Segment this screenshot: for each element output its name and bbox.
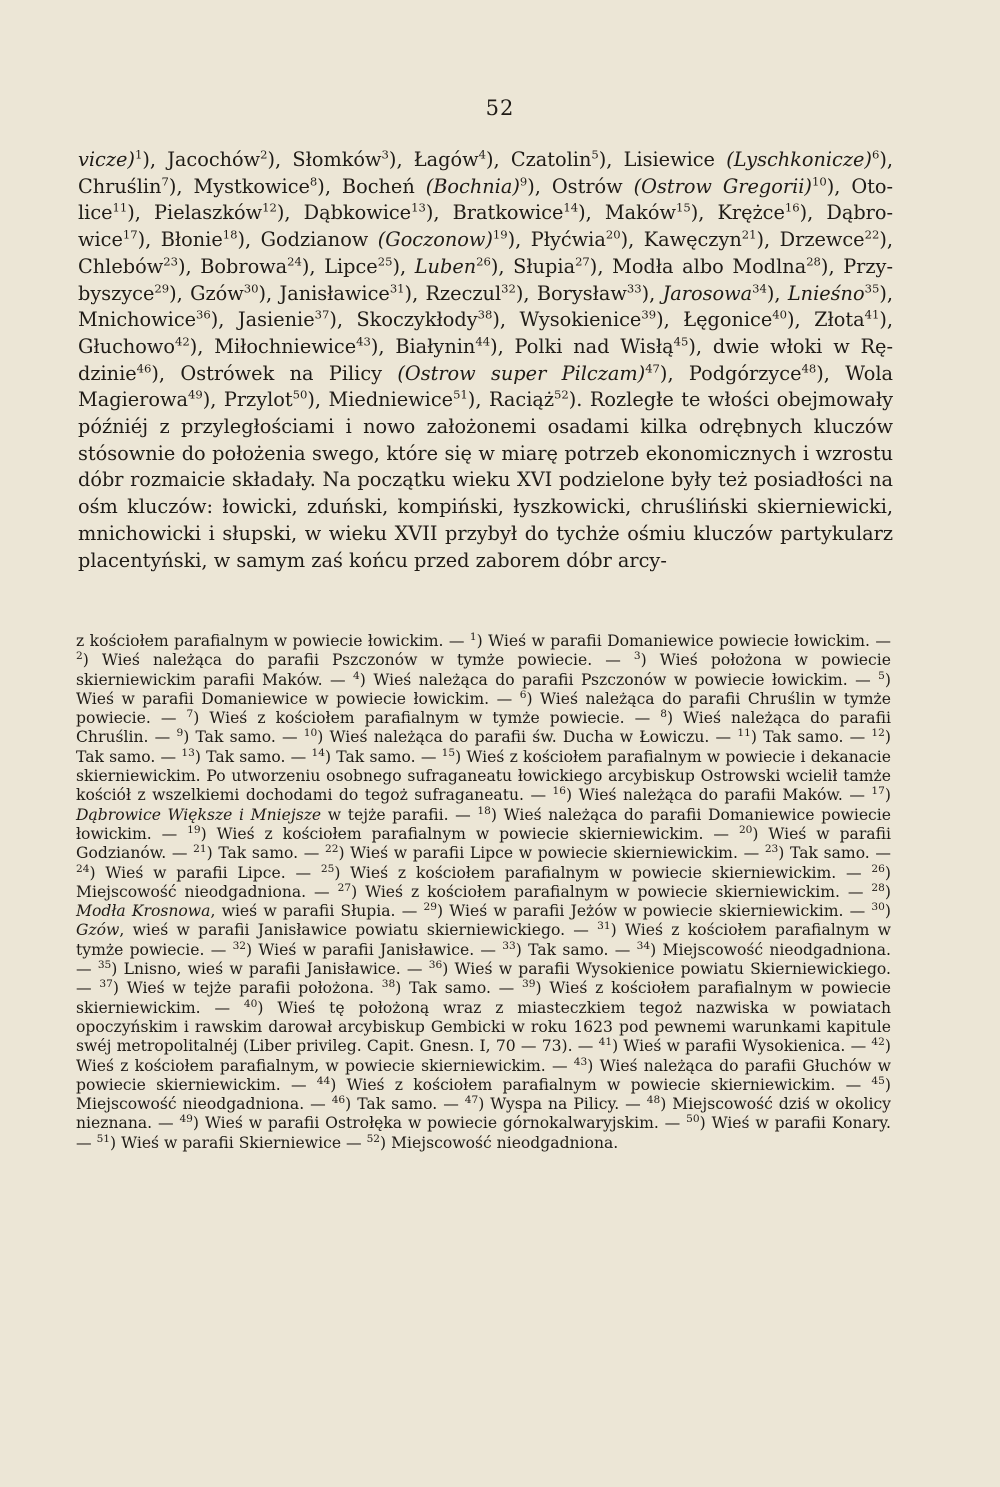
main-text: vicze)$^1$), Jacochów$^2$), Słomków$^3$), Łagów$^4$), Czatolin$^5$), Lisiewice (Lyschkonicze)$^6$), Chruślin$^7$), Mystkowice$^8$), Bocheń (Bochnia)$^9$), Ostrów (Ostrow Gregorii)$^{10}$), Otolice$^{11}$), Pielaszków$^{12}$), Dąbkowice$^{13}$), Bratkowice$^{14}$), Maków$^{15}$), Krężce$^{16}$), Dąbrowice$^{17}$), Błonie$^{18}$), Godzianow (Goczonow)$^{19}$), Płyćwia$^{20}$), Kawęczyn$^{21}$), Drzewce$^{22}$), Chlebów$^{23}$), Bobrowa$^{24}$), Lipce$^{25}$), Luben$^{26}$), Słupia$^{27}$), Modła albo Modlna$^{28}$), Przybyszyce$^{29}$), Gzów$^{30}$), Janisławice$^{31}$), Rzeczul$^{32}$), Borysław$^{33}$), Jarosowa$^{34}$), Lnieśno$^{35}$), Mnichowice$^{36}$), Jasienie$^{37}$), Skoczykłody$^{38}$), Wysokienice$^{39}$), Łęgonice$^{40}$), Złota$^{41}$), Głuchowo$^{42}$), Miłochniewice$^{43}$), Białynin$^{44}$), Polki nad Wisłą$^{45}$), dwie włoki w Rędzinie$^{46}$), Ostrówek na Pilicy (Ostrow super Pilczam)$^{47}$), Podgórzyce$^{48}$), Wola Magierowa$^{49}$), Przylot$^{50}$), Miedniewice$^{51}$), Raciąż$^{52}$). Rozległe te włości obejmowały późniéj z przyległościami i nowo założonemi osadami kilka odrębnych kluczów stósownie do położenia swego, które się w miarę potrzeb ekonomicznych i wzrostu dóbr rozmaicie składały. Na początku wieku XVI podzielone były też posiadłości na ośm kluczów: łowicki, zduński, kompiński, łyszkowicki, chruśliński skierniewicki, mnichowicki i słupski, w wieku XVII przybył do tychże ośmiu kluczów partykularz placentyński, w samym zaś końcu przed zaborem dóbr arcy-: [78, 147, 894, 572]
page-number: 52: [485, 96, 515, 120]
footnotes: z kościołem parafialnym w powiecie łowickim. — $^1$) Wieś w parafii Domaniewice powiecie łowickim. — $^2$) Wieś należąca do parafii Pszczonów w tymże powiecie. — $^3$) Wieś położona w powiecie skierniewickim parafii Maków. — $^4$) Wieś należąca do parafii Pszczonów w powiecie łowickim. — $^5$) Wieś w parafii Domaniewice w powiecie łowickim. — $^6$) Wieś należąca do parafii Chruślin w tymże powiecie. — $^7$) Wieś z kościołem parafialnym w tymże powiecie. — $^8$) Wieś należąca do parafii Chruślin. — $^9$) Tak samo. — $^{10}$) Wieś należąca do parafii św. Ducha w Łowiczu. — $^{11}$) Tak samo. — $^{12}$) Tak samo. — $^{13}$) Tak samo. — $^{14}$) Tak samo. — $^{15}$) Wieś z kościołem parafialnym w powiecie i dekanacie skierniewickim. Po utworzeniu osobnego sufraganeatu łowickiego arcybiskup Ostrowski wcielił tamże kościół z wszelkiemi dochodami do tegoż sufraganeatu. — $^{16}$) Wieś należąca do parafii Maków. — $^{17}$) Dąbrowice Większe i Mniejsze w tejże parafii. — $^{18}$) Wieś należąca do parafii Domaniewice powiecie łowickim. — $^{19}$) Wieś z kościołem parafialnym w powiecie skierniewickim. — $^{20}$) Wieś w parafii Godzianów. — $^{21}$) Tak samo. — $^{22}$) Wieś w parafii Lipce w powiecie skierniewickim. — $^{23}$) Tak samo. — $^{24}$) Wieś w parafii Lipce. — $^{25}$) Wieś z kościołem parafialnym w powiecie skierniewickim. — $^{26}$) Miejscowość nieodgadniona. — $^{27}$) Wieś z kościołem parafialnym w powiecie skierniewickim. — $^{28}$) Modła Krosnowa, wieś w parafii Słupia. — $^{29}$) Wieś w parafii Jeżów w powiecie skierniewickim. — $^{30}$) Gzów, wieś w parafii Janisławice powiatu skierniewickiego. — $^{31}$) Wieś z kościołem parafialnym w tymże powiecie. — $^{32}$) Wieś w parafii Janisławice. — $^{33}$) Tak samo. — $^{34}$) Miejscowość nieodgadniona. — $^{35}$) Lnisno, wieś w parafii Janisławice. — $^{36}$) Wieś w parafii Wysokienice powiatu Skierniewickiego. — $^{37}$) Wieś w tejże parafii położona. $^{38}$) Tak samo. — $^{39}$) Wieś z kościołem parafialnym w powiecie skierniewickim. — $^{40}$) Wieś tę położoną wraz z miasteczkiem tegoż nazwiska w powiatach opoczyńskim i rawskim darował arcybiskup Gembicki w roku 1623 pod pewnemi warunkami kapitule swéj metropolitalnéj (Liber privileg. Capit. Gnesn. I, 70 — 73). — $^{41}$) Wieś w parafii Wysokienica. — $^{42}$) Wieś z kościołem parafialnym, w powiecie skierniewickim. — $^{43}$) Wieś należąca do parafii Głuchów w powiecie skierniewickim. — $^{44}$) Wieś z kościołem parafialnym w powiecie skierniewickim. — $^{45}$) Miejscowość nieodgadniona. — $^{46}$) Tak samo. — $^{47}$) Wyspa na Pilicy. — $^{48}$) Miejscowość dziś w okolicy nieznana. — $^{49}$) Wieś w parafii Ostrołęka w powiecie górnokalwaryjskim. — $^{50}$) Wieś w parafii Konary. — $^{51}$) Wieś w parafii Skierniewice — $^{52}$) Miejscowość nieodgadniona.: [76, 630, 892, 1152]
